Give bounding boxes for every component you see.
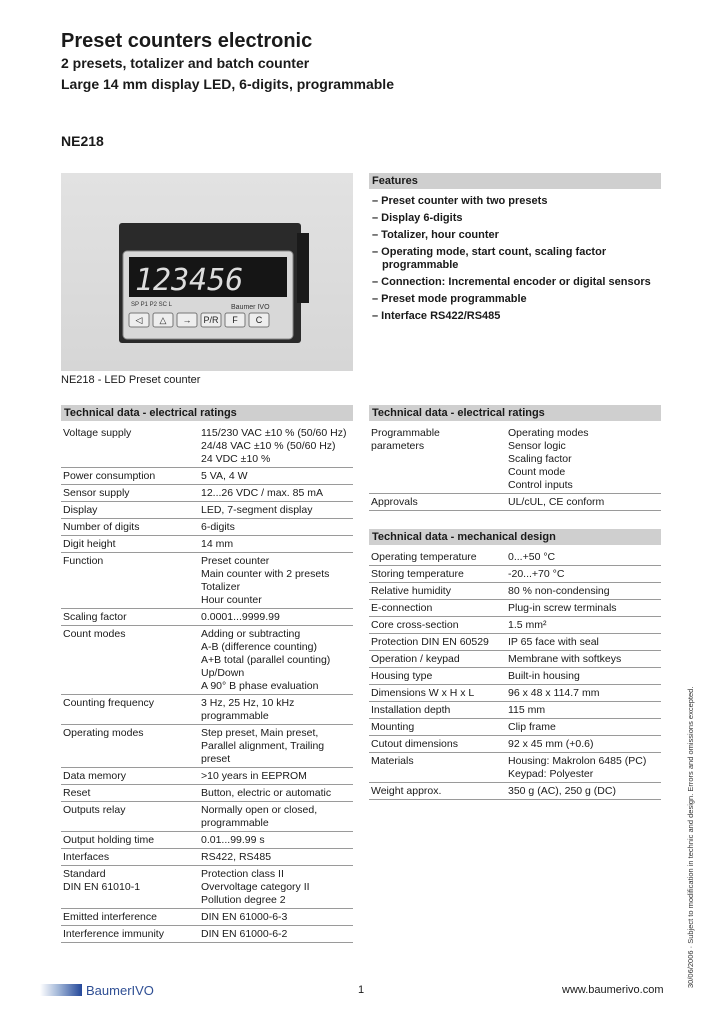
feature-item: – Preset counter with two presets: [372, 195, 548, 207]
row-label: Sensor supply: [61, 485, 199, 502]
table-row: [61, 802, 353, 832]
row-value: IP 65 face with seal: [506, 634, 661, 651]
table-row: [369, 736, 661, 753]
row-label: Cutout dimensions: [369, 736, 506, 753]
features-list: [369, 195, 661, 323]
table-row: [369, 425, 661, 494]
row-label: Programmable parameters: [369, 425, 506, 494]
table-row: [61, 785, 353, 802]
table-row: [369, 617, 661, 634]
mechanical-heading: Technical data - mechanical design: [369, 529, 661, 545]
page-number: 1: [358, 984, 365, 996]
page-title: Preset counters electronic: [61, 30, 313, 52]
electrical-ratings-right: [369, 405, 661, 511]
row-label: Dimensions W x H x L: [369, 685, 506, 702]
row-value: 96 x 48 x 114.7 mm: [506, 685, 661, 702]
table-row: [369, 783, 661, 800]
table-row: [61, 768, 353, 785]
row-value: RS422, RS485: [199, 849, 353, 866]
row-label: Digit height: [61, 536, 199, 553]
key-right: →: [182, 315, 192, 325]
row-value: DIN EN 61000-6-3: [199, 909, 353, 926]
table-row: [369, 566, 661, 583]
table-row: [369, 702, 661, 719]
row-value: UL/cUL, CE conform: [506, 494, 661, 511]
row-label: Interference immunity: [61, 926, 199, 943]
row-value: 0.0001...9999.99: [199, 609, 353, 626]
photo-caption: NE218 - LED Preset counter: [61, 374, 201, 386]
row-label: Outputs relay: [61, 802, 199, 832]
row-value: DIN EN 61000-6-2: [199, 926, 353, 943]
electrical-heading-left: Technical data - electrical ratings: [61, 405, 353, 421]
row-value: Preset counter Main counter with 2 presets Totalizer Hour counter: [199, 553, 353, 609]
row-label: Approvals: [369, 494, 506, 511]
table-row: [369, 634, 661, 651]
row-label: Weight approx.: [369, 783, 506, 800]
row-label: Relative humidity: [369, 583, 506, 600]
row-label: Output holding time: [61, 832, 199, 849]
table-row: [61, 725, 353, 768]
row-label: Data memory: [61, 768, 199, 785]
website-link[interactable]: www.baumerivo.com: [562, 984, 664, 996]
row-value: Built-in housing: [506, 668, 661, 685]
mechanical-table: [369, 549, 661, 800]
table-row: [61, 695, 353, 725]
row-value: Clip frame: [506, 719, 661, 736]
feature-item: – Totalizer, hour counter: [372, 229, 499, 241]
row-label: Operating modes: [61, 725, 199, 768]
row-label: Function: [61, 553, 199, 609]
row-label: E-connection: [369, 600, 506, 617]
table-row: [61, 553, 353, 609]
counter-device-illustration: [61, 173, 353, 371]
row-label: Operation / keypad: [369, 651, 506, 668]
row-value: -20...+70 °C: [506, 566, 661, 583]
row-label: Emitted interference: [61, 909, 199, 926]
row-label: Standard DIN EN 61010-1: [61, 866, 199, 909]
table-row: [369, 719, 661, 736]
electrical-table-left: [61, 425, 353, 943]
row-value: Membrane with softkeys: [506, 651, 661, 668]
row-value: 80 % non-condensing: [506, 583, 661, 600]
row-value: Adding or subtracting A-B (difference counting) A+B total (parallel counting) Up/Down A 90° B phase evaluation: [199, 626, 353, 695]
row-label: Power consumption: [61, 468, 199, 485]
row-value: 12...26 VDC / max. 85 mA: [199, 485, 353, 502]
key-pr: P/R: [203, 315, 219, 325]
table-row: [61, 502, 353, 519]
subtitle-2: Large 14 mm display LED, 6-digits, programmable: [61, 76, 394, 92]
row-label: Voltage supply: [61, 425, 199, 468]
row-value: 0.01...99.99 s: [199, 832, 353, 849]
row-label: Core cross-section: [369, 617, 506, 634]
electrical-ratings-left: [61, 405, 353, 943]
table-row: [61, 536, 353, 553]
row-value: 1.5 mm²: [506, 617, 661, 634]
row-label: Scaling factor: [61, 609, 199, 626]
table-row: [61, 519, 353, 536]
footer-gradient-bar: [40, 984, 82, 996]
table-row: [369, 583, 661, 600]
product-photo: [61, 173, 353, 371]
row-value: 115/230 VAC ±10 % (50/60 Hz) 24/48 VAC ±10 % (50/60 Hz) 24 VDC ±10 %: [199, 425, 353, 468]
row-label: Display: [61, 502, 199, 519]
table-row: [61, 609, 353, 626]
table-row: [61, 485, 353, 502]
row-value: >10 years in EEPROM: [199, 768, 353, 785]
feature-item: – Preset mode programmable: [372, 293, 527, 305]
table-row: [61, 849, 353, 866]
row-label: Count modes: [61, 626, 199, 695]
row-label: Reset: [61, 785, 199, 802]
row-value: Protection class II Overvoltage category II Pollution degree 2: [199, 866, 353, 909]
row-value: 115 mm: [506, 702, 661, 719]
row-label: Storing temperature: [369, 566, 506, 583]
row-label: Mounting: [369, 719, 506, 736]
key-up: △: [159, 315, 167, 325]
row-value: 350 g (AC), 250 g (DC): [506, 783, 661, 800]
subtitle-1: 2 presets, totalizer and batch counter: [61, 55, 310, 71]
feature-item: – Display 6-digits: [372, 212, 463, 224]
row-value: Housing: Makrolon 6485 (PC) Keypad: Polyester: [506, 753, 661, 783]
row-value: 14 mm: [199, 536, 353, 553]
row-label: Materials: [369, 753, 506, 783]
row-label: Housing type: [369, 668, 506, 685]
indicator-labels: SP P1 P2 SC L: [131, 302, 172, 308]
row-label: Operating temperature: [369, 549, 506, 566]
device-brand-label: Baumer IVO: [231, 304, 270, 311]
row-label: Interfaces: [61, 849, 199, 866]
table-row: [61, 832, 353, 849]
row-value: 6-digits: [199, 519, 353, 536]
mechanical-design: [369, 529, 661, 800]
features-section: [369, 173, 661, 327]
table-row: [61, 926, 353, 943]
table-row: [369, 685, 661, 702]
table-row: [369, 753, 661, 783]
row-label: Number of digits: [61, 519, 199, 536]
features-heading: Features: [369, 173, 661, 189]
row-value: Step preset, Main preset, Parallel alignment, Trailing preset: [199, 725, 353, 768]
row-label: Counting frequency: [61, 695, 199, 725]
row-value: 92 x 45 mm (+0.6): [506, 736, 661, 753]
side-note: 30/06/2006 · Subject to modification in technic and design. Errors and omissions excepted.: [686, 686, 695, 988]
electrical-heading-right: Technical data - electrical ratings: [369, 405, 661, 421]
row-value: 3 Hz, 25 Hz, 10 kHz programmable: [199, 695, 353, 725]
baumer-logo: BaumerIVO: [86, 983, 154, 998]
row-value: LED, 7-segment display: [199, 502, 353, 519]
key-f: F: [232, 315, 238, 325]
table-row: [369, 494, 661, 511]
row-label: Protection DIN EN 60529: [369, 634, 506, 651]
feature-item: – Interface RS422/RS485: [372, 310, 501, 322]
display-digits: 123456: [135, 263, 244, 298]
table-row: [61, 866, 353, 909]
model-number: NE218: [61, 133, 104, 149]
table-row: [369, 600, 661, 617]
row-label: Installation depth: [369, 702, 506, 719]
feature-item: – Operating mode, start count, scaling factor programmable: [372, 246, 607, 271]
key-c: C: [255, 315, 263, 325]
table-row: [61, 468, 353, 485]
table-row: [369, 651, 661, 668]
table-row: [61, 425, 353, 468]
row-value: Plug-in screw terminals: [506, 600, 661, 617]
key-left: ◁: [135, 315, 143, 325]
table-row: [369, 668, 661, 685]
row-value: 5 VA, 4 W: [199, 468, 353, 485]
table-row: [61, 909, 353, 926]
row-value: 0...+50 °C: [506, 549, 661, 566]
row-value: Button, electric or automatic: [199, 785, 353, 802]
table-row: [369, 549, 661, 566]
feature-item: – Connection: Incremental encoder or digital sensors: [372, 276, 651, 288]
table-row: [61, 626, 353, 695]
electrical-table-right: [369, 425, 661, 511]
row-value: Operating modes Sensor logic Scaling factor Count mode Control inputs: [506, 425, 661, 494]
row-value: Normally open or closed, programmable: [199, 802, 353, 832]
